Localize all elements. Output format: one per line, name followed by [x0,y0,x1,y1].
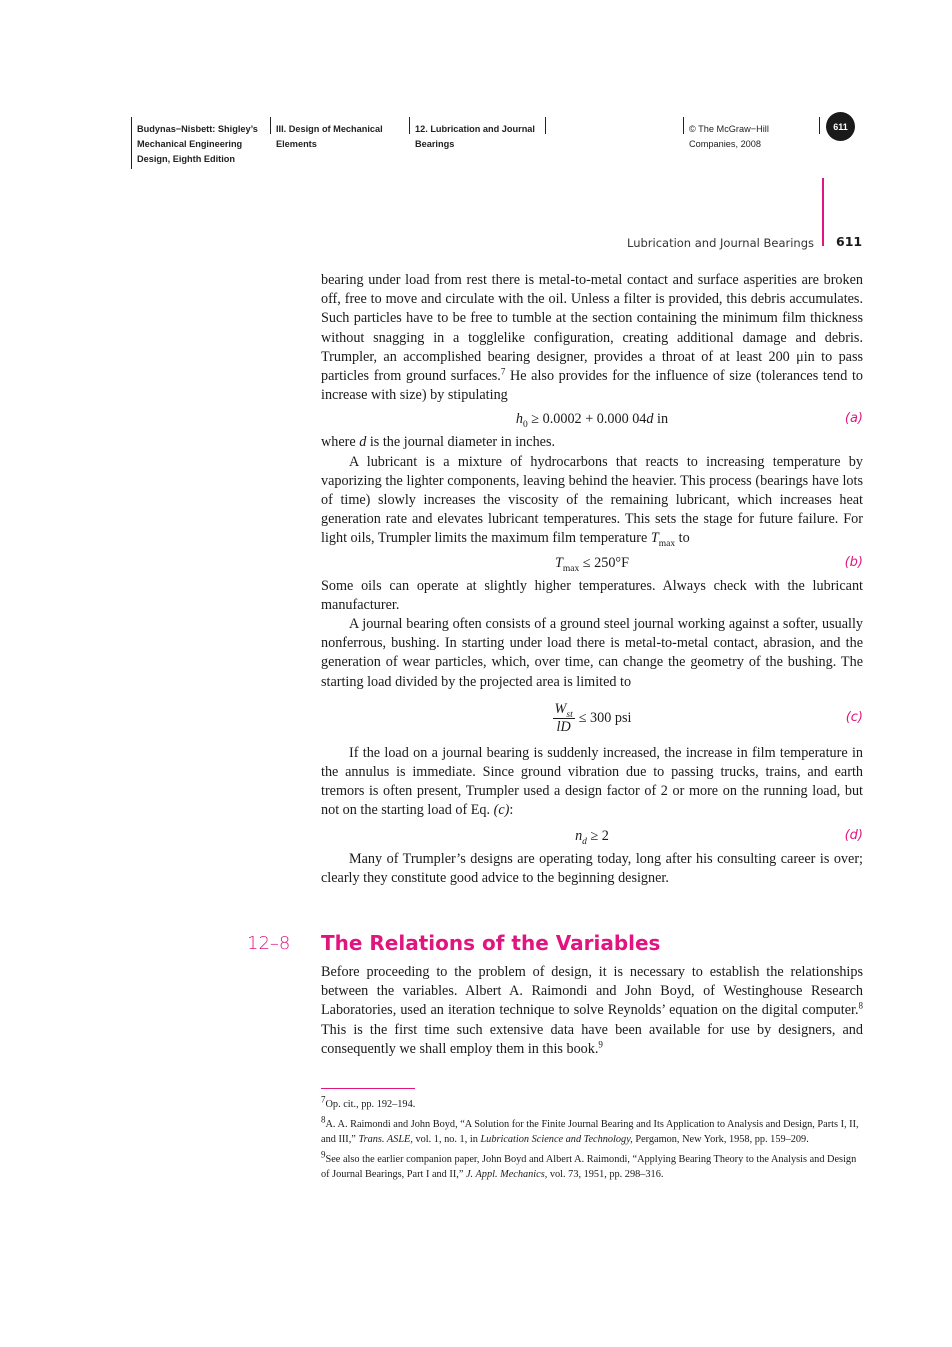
footnote-ref-7: 7 [500,366,506,377]
header-chapter: 12. Lubrication and Journal Bearings [409,117,544,134]
equation-tag-d: (d) [844,827,863,843]
equation-c: $\frac{W_{st}}{lD}$ ≤ 300 psi (c) [321,698,863,738]
fraction-w-over-ld: $\frac{W_{st}}{lD}$ [554,701,573,736]
header-book-title: Budynas−Nisbett: Shigley’s Mechanical Engineering Design, Eighth Edition [131,117,268,169]
paragraph-debris: bearing under load from rest there is metal-to-metal contact and surface asperities are broken off, free to move and circulate with the oil. Unless a filter is provided, this debris accumulates. Such particles have to be free to tumble at the section containing the minimum film thickness without snagging in a togglelike configuration, creating additional damage and debris. Trumpler, an accomplished bearing designer, provides a throat of at least 200 μin to pass particles from ground surfaces.$^7$ He also provides for the influence of size (tolerances tend to increase with size) by stipulating [321,272,864,404]
footnote-9: $^9$See also the earlier companion paper, John Boyd and Albert A. Raimondi, “Applying Bearing Theory to the Analysis and Design of Journal Bearings, Part I and II,” J. Appl. Mechanics, vol. 73, 1951, pp. 298–316. [321,1149,857,1181]
footnotes [321,1094,863,1183]
equation-d: $n_d \ge 2$ (d) [321,825,863,847]
running-head-page: 611 [836,234,863,249]
header-divider [819,117,825,134]
body-column-top [321,271,863,888]
paragraph-lubricant: A lubricant is a mixture of hydrocarbons that reacts to increasing temperature by vaporizing the lighter components, leaving behind the heavier. This process (bearings have lots of time) slowly increases the viscosity of the remaining lubricant, which increases heat generation rate and elevates lubricant temperatures. This sets the stage for future failure. For light oils, Trumpler limits the maximum film temperature $T_{max}$ to [321,453,863,550]
page-number-badge: 611 [826,112,855,141]
section-number: 12–8 [247,933,291,954]
paragraph-sudden-load: If the load on a journal bearing is suddenly increased, the increase in film temperature in the annulus is immediate. Since ground vibration due to passing trucks, trains, and earth tremors is often present, Trumpler used a design factor of 2 or more on the running load, but not on the starting load of Eq. (c): [321,744,863,819]
header-blank-cell [545,117,681,134]
footnote-ref-9: 9 [598,1039,603,1050]
equation-b: $T_{max} \le 250^\circ F$ (b) [321,552,863,574]
paragraph-where-d: where d is the journal diameter in inches. [321,434,556,451]
paragraph-relations: Before proceeding to the problem of design, it is necessary to establish the relationships between the variables. Albert A. Raimondi and John Boyd, of Westinghouse Research Laboratories, used an iteration technique to solve Reynolds’ equation on the digital computer.$^8$ This is the first time such extensive data have been available for use by designers, and consequently we shall employ them in this book.$^9$ [321,964,863,1057]
paragraph-journal-bearing: A journal bearing often consists of a ground steel journal working against a softer, usually nonferrous, bushing. In starting under load there is metal-to-metal contact, abrasion, and the generation of wear particles, which, over time, can change the geometry of the bushing. The starting load divided by the projected area is limited to [321,616,863,690]
running-head-rule [822,178,824,246]
header-copyright: © The McGraw−Hill Companies, 2008 [683,117,819,134]
equation-tag-b: (b) [844,554,863,570]
body-column-section [321,963,863,1059]
paragraph-trumpler-designs: Many of Trumpler’s designs are operating today, long after his consulting career is over; clearly they constitute good advice to the beginning designer. [321,850,863,886]
header-part: III. Design of Mechanical Elements [270,117,407,134]
section-title: The Relations of the Variables [321,931,661,955]
paragraph-oils: Some oils can operate at slightly higher temperatures. Always check with the lubricant manufacturer. [321,577,863,613]
footnote-ref-8: 8 [858,1000,863,1011]
running-head-title: Lubrication and Journal Bearings [626,236,814,250]
equation-a: $h_0 \ge 0.0002 + 0.000$ 04d in (a) [321,408,863,430]
footnote-7: $^7$Op. cit., pp. 192–194. [321,1094,416,1110]
equation-tag-c: (c) [845,709,863,725]
footnote-8: $^8$A. A. Raimondi and John Boyd, “A Solution for the Finite Journal Bearing and Its Application to Analysis and Design, Parts I, II, and III,” Trans. ASLE, vol. 1, no. 1, in Lubrication Science and Technology, Pergamon, New York, 1958, pp. 159–209. [321,1114,859,1146]
footnote-rule [321,1088,415,1089]
equation-tag-a: (a) [844,411,863,427]
